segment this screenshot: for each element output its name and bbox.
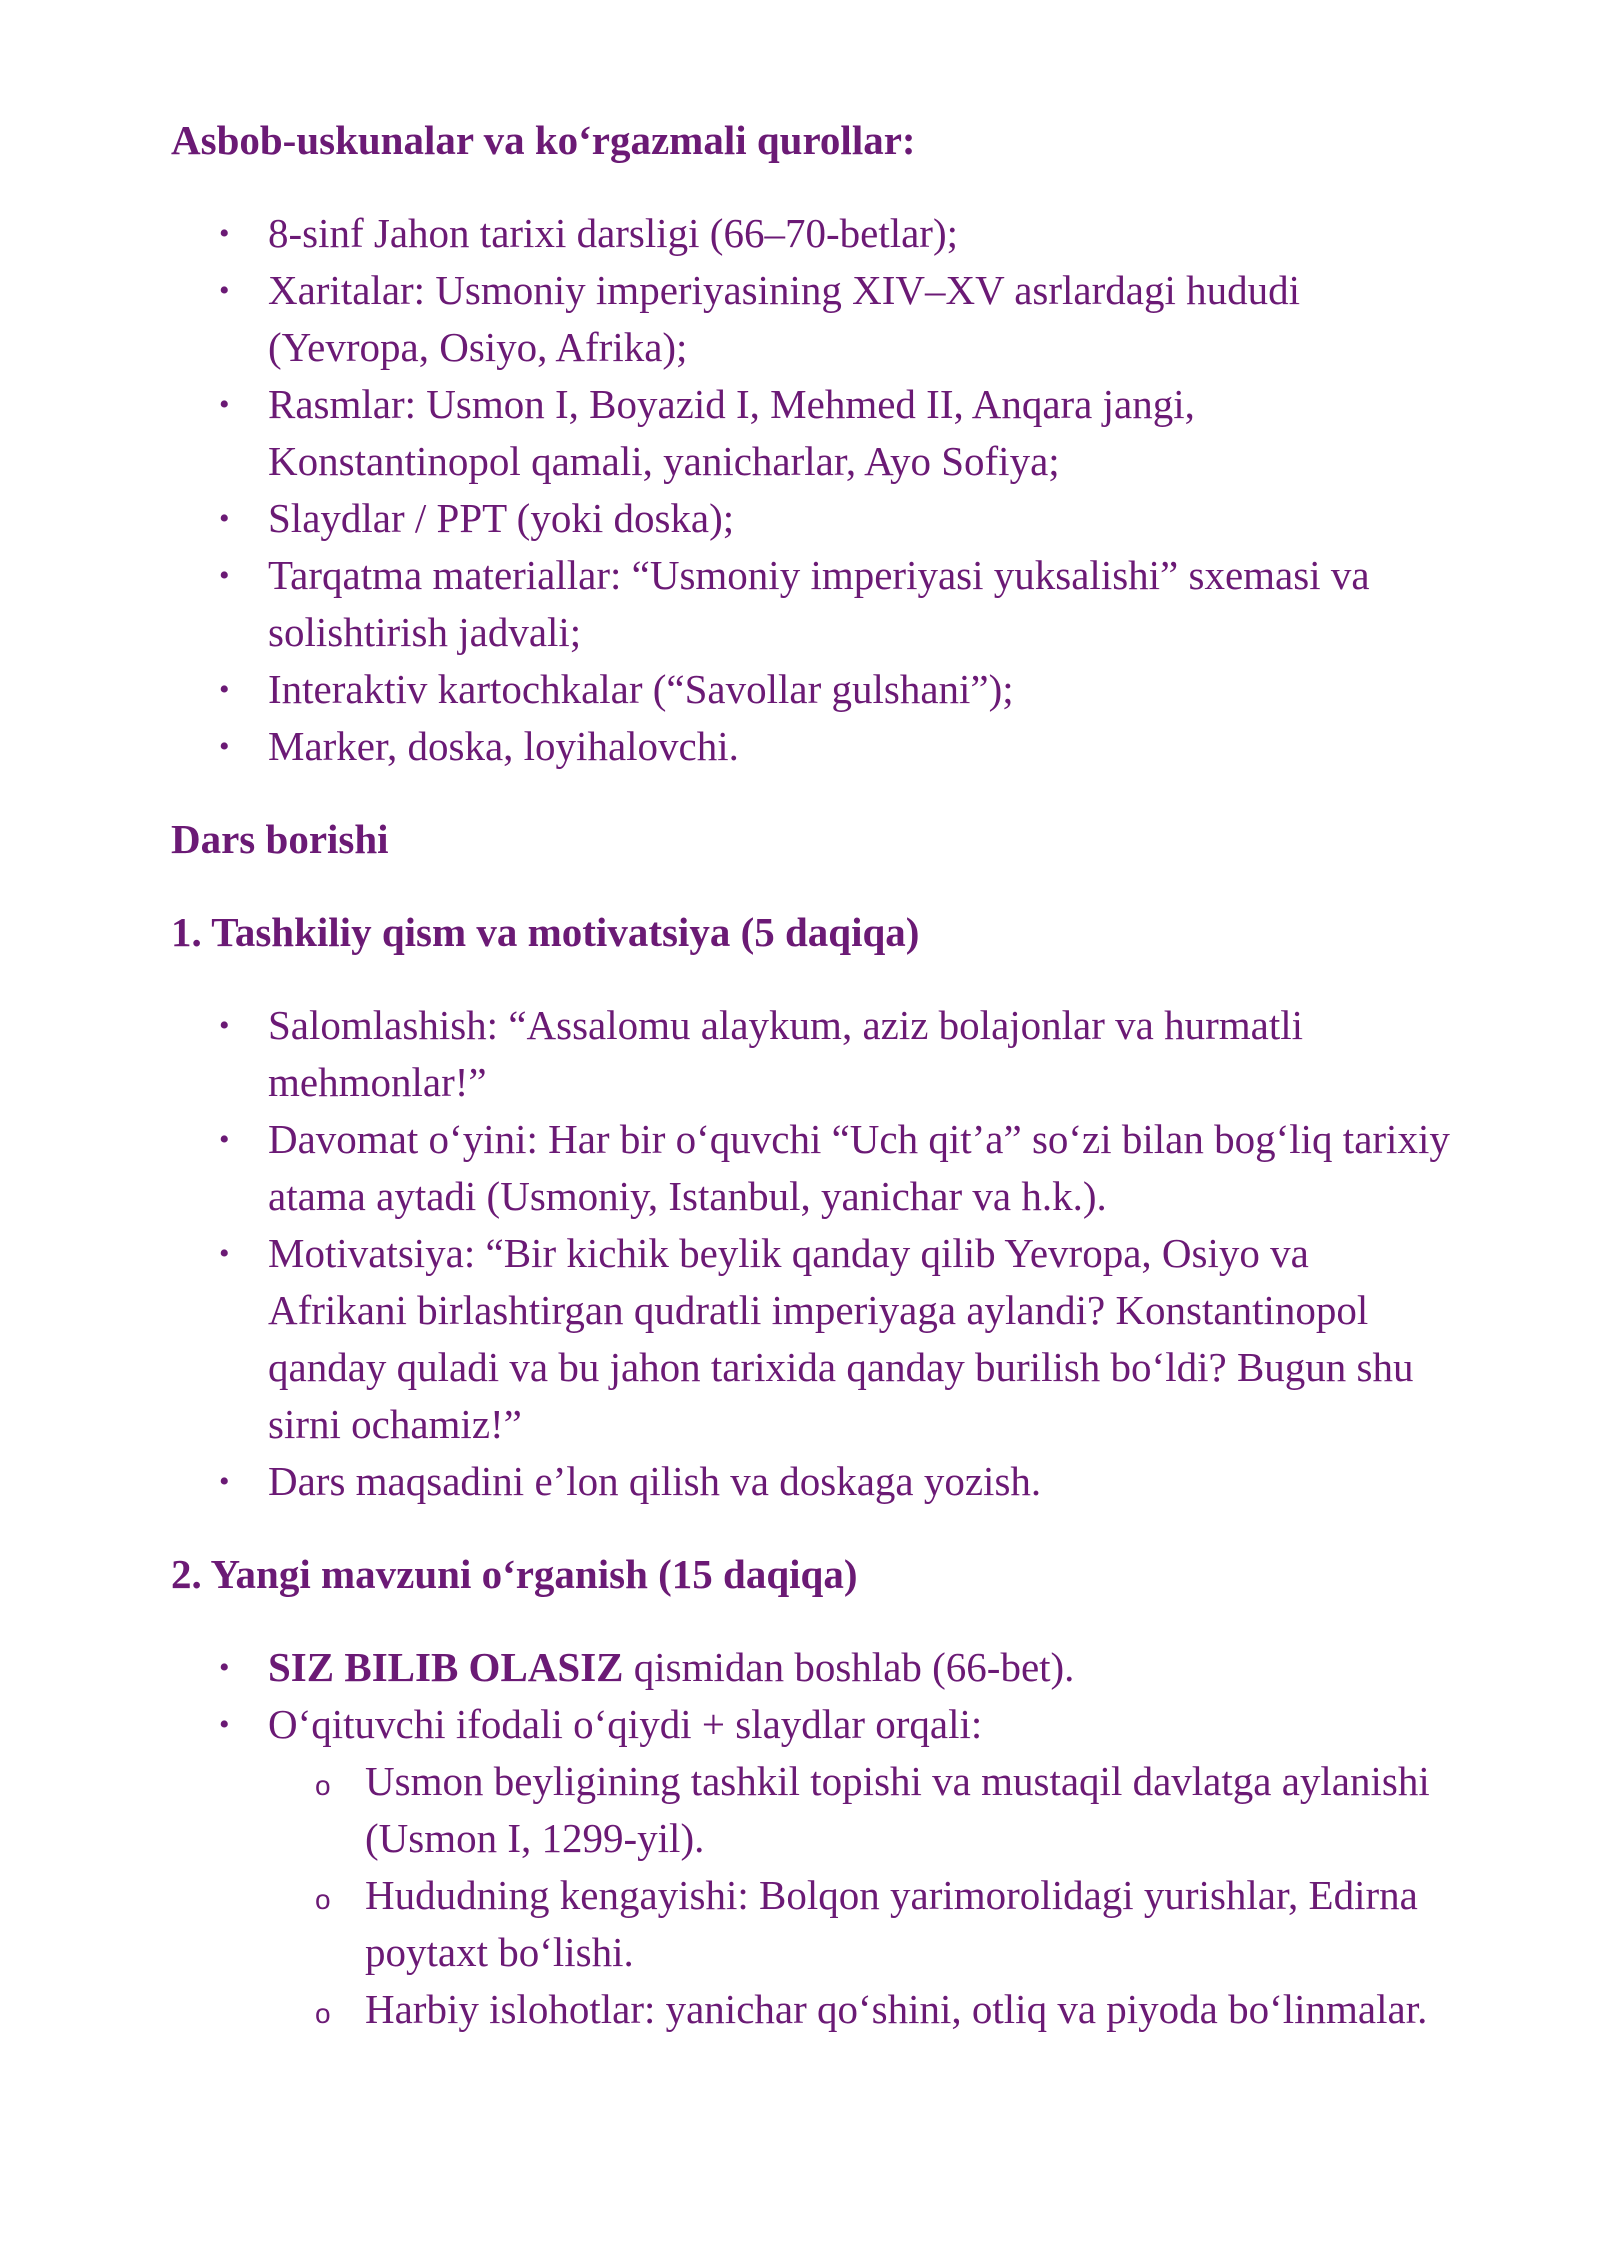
sub-list [268, 1753, 1450, 2038]
list-item: • Motivatsiya: “Bir kichik beylik qanday qilib Yevropa, Osiyo va Afrikani birlashtirgan qudratli imperiyaga aylandi? Konstantinopol qanday quladi va bu jahon tarixida qanday burilish bo‘ldi? Bugun shu sirni ochamiz!” [268, 1225, 1450, 1453]
part1-list [171, 997, 1450, 1510]
part2-list [171, 1639, 1450, 2038]
lesson-flow-heading: Dars borishi [171, 816, 389, 862]
list-item-text: qismidan boshlab (66-bet). [623, 1644, 1075, 1690]
part2-heading: 2. Yangi mavzuni o‘rganish (15 daqiqa) [171, 1551, 858, 1597]
sub-list-item: o Harbiy islohotlar: yanichar qo‘shini, otliq va piyoda bo‘linmalar. [365, 1981, 1450, 2038]
list-item: • Interaktiv kartochkalar (“Savollar gulshani”); [268, 661, 1450, 718]
list-item: • Tarqatma materiallar: “Usmoniy imperiyasi yuksalishi” sxemasi va solishtirish jadvali; [268, 547, 1450, 661]
list-item: • Marker, doska, loyihalovchi. [268, 718, 1450, 775]
list-item [268, 1639, 1450, 1696]
equipment-list [171, 205, 1450, 775]
list-item: • Xaritalar: Usmoniy imperiyasining XIV–XV asrlardagi hududi (Yevropa, Osiyo, Afrika); [268, 262, 1450, 376]
equipment-heading: Asbob-uskunalar va ko‘rgazmali qurollar: [171, 117, 916, 163]
list-item: • Salomlashish: “Assalomu alaykum, aziz bolajonlar va hurmatli mehmonlar!” [268, 997, 1450, 1111]
list-item [268, 1696, 1450, 2038]
list-item: • 8-sinf Jahon tarixi darsligi (66–70-betlar); [268, 205, 1450, 262]
emphasis-text: SIZ BILIB OLASIZ [268, 1644, 624, 1690]
sub-list-item: o Hududning kengayishi: Bolqon yarimorolidagi yurishlar, Edirna poytaxt bo‘lishi. [365, 1867, 1450, 1981]
list-item: • Dars maqsadini e’lon qilish va doskaga yozish. [268, 1453, 1450, 1510]
list-item: • Slaydlar / PPT (yoki doska); [268, 490, 1450, 547]
list-item: • Davomat o‘yini: Har bir o‘quvchi “Uch qit’a” so‘zi bilan bog‘liq tarixiy atama aytadi (Usmoniy, Istanbul, yanichar va h.k.). [268, 1111, 1450, 1225]
list-item: • Rasmlar: Usmon I, Boyazid I, Mehmed II, Anqara jangi, Konstantinopol qamali, yanicharlar, Ayo Sofiya; [268, 376, 1450, 490]
list-item-text: O‘qituvchi ifodali o‘qiydi + slaydlar orqali: [268, 1701, 983, 1747]
sub-list-item: o Usmon beyligining tashkil topishi va mustaqil davlatga aylanishi (Usmon I, 1299-yil). [365, 1753, 1450, 1867]
part1-heading: 1. Tashkiliy qism va motivatsiya (5 daqiqa) [171, 909, 920, 955]
